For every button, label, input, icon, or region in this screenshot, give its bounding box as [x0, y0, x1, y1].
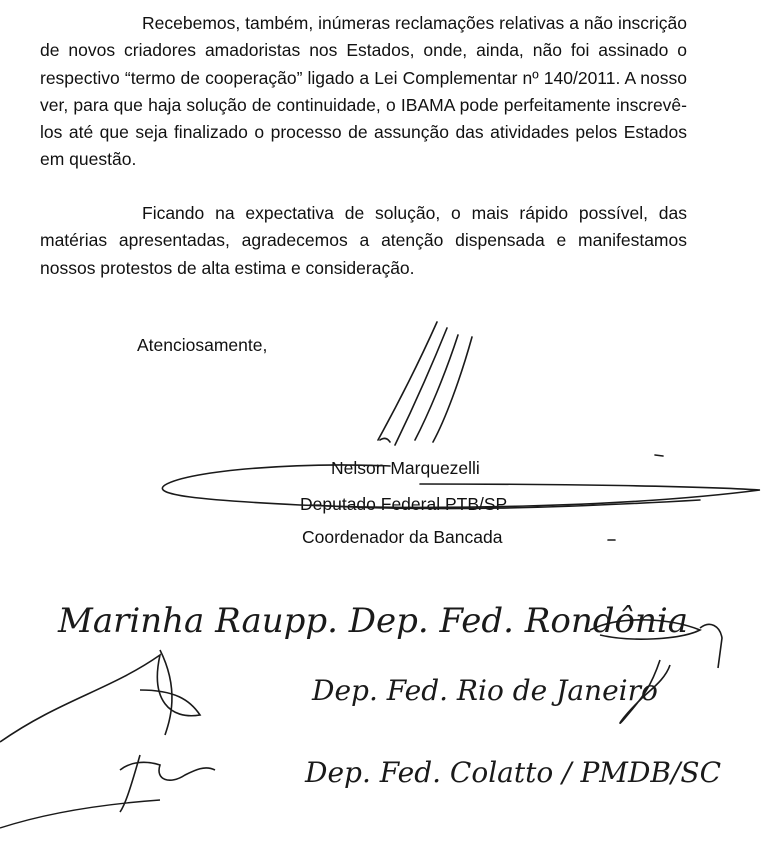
- svg-text:Dep. Fed. Rio de Janeiro: Dep. Fed. Rio de Janeiro: [312, 674, 658, 707]
- handwritten-line-1: [57, 601, 722, 668]
- handwritten-line-2: [0, 650, 670, 742]
- body-paragraph-1: Recebemos, também, inúmeras reclamações relativas a não inscrição de novos criadores amadoristas nos Estados, onde, ainda, não foi assinado o respectivo “termo de cooperação” ligado a Lei Complementar nº 140/2011. A nosso ver, para que haja solução de continuidade, o IBAMA pode perfeitamente inscrevê-los até que seja finalizado o processo de assunção das atividades pelos Estados em questão.: [40, 13, 687, 170]
- signatory-title: Coordenador da Bancada: [302, 527, 503, 547]
- handwritten-line-3: [0, 755, 721, 828]
- signatory-name: Nelson Marquezelli: [331, 458, 480, 478]
- svg-text:Marinha Raupp. Dep. Fed. Rondô: Marinha Raupp. Dep. Fed. Rondônia: [58, 601, 689, 641]
- signatory-role: Deputado Federal PTB/SP: [300, 494, 508, 514]
- body-paragraph-2: Ficando na expectativa de solução, o mais rápido possível, das matérias apresentadas, agradecemos a atenção dispensada e manifestamos nossos protestos de alta estima e consideração.: [40, 203, 687, 278]
- closing-salutation: Atenciosamente,: [137, 335, 268, 355]
- svg-text:Dep. Fed. Colatto / PMDB/SC: Dep. Fed. Colatto / PMDB/SC: [305, 756, 722, 789]
